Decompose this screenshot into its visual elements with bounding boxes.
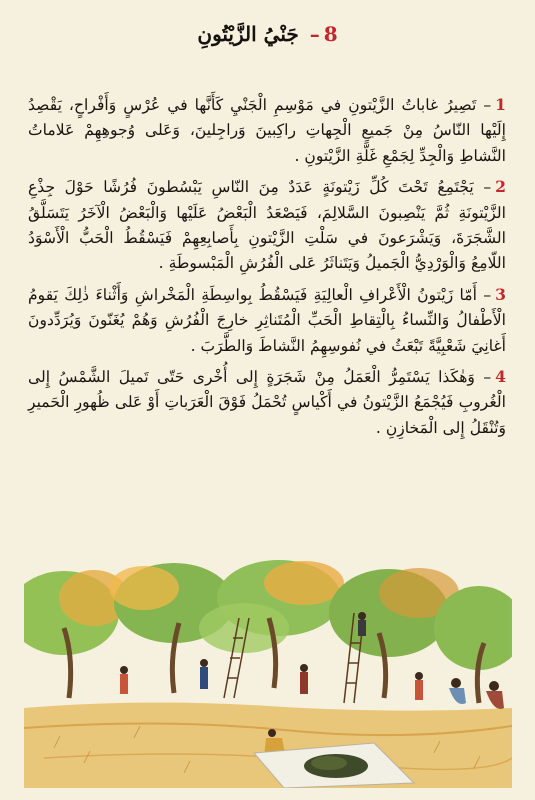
title-dash: – <box>309 22 320 46</box>
paragraph-text: – وَهٰكَذا يَسْتَمِرُّ الْعَمَلُ مِنْ شَجَرَةٍ إِلى أُخْرى حَتّى تَميلَ الشَّمْسُ إِلى الْغُروبِ فَيُجْمَعُ الزَّيْتونُ في أَكْياسٍ تُحْمَلُ فَوْقَ الْعَرَباتِ أَوْ عَلى ظُهورِ الْحَميرِ وَتُنْقَلُ إِلى الْمَخازِنِ . <box>28 368 506 437</box>
paragraph-4 <box>28 364 506 441</box>
olive-harvest-illustration <box>24 558 512 788</box>
lesson-number: 8 <box>323 22 338 46</box>
paragraph-text: – أَمّا زَيْتونُ الْأَعْرافِ الْعالِيَةِ فَيَسْقُطُ بِواسِطَةِ الْمَخْراشِ وَأَثْناءَ ذٰلِكَ يَقومُ الْأَطْفالُ وَالنِّساءُ بِالْتِقاطِ الْحَبِّ الْمُتَناثِرِ خارِجَ الْفُرُشِ وَهُمْ يُغَنّونَ وَيُرَدِّدونَ أَغانِيَ شَعْبِيَّةً تَبْعَثُ في نُفوسِهِمُ النَّشاطَ وَالطَّرَبَ . <box>28 285 506 355</box>
paragraph-2 <box>28 174 506 277</box>
lesson-title-text: جَنْيُ الزَّيْتُونِ <box>197 22 299 46</box>
paragraph-number: 4 <box>495 367 506 387</box>
paragraph-1 <box>28 92 506 169</box>
paragraph-text: – تَصِيرُ غاباتُ الزَّيْتونِ في مَوْسِمِ الْجَنْيِ كَأَنَّها في عُرْسٍ وَأَفْراحٍ، يَقْصِدُ إِلَيْها النّاسُ مِنْ جَميعِ الْجِهاتِ راكِبينَ وَراجِلينَ، وَعَلى وُجوهِهِمْ عَلاماتُ النَّشاطِ وَالْجِدِّ لِجَمْعِ غَلَّةِ الزَّيْتونِ . <box>28 96 506 165</box>
lesson-body <box>28 92 506 446</box>
lesson-title <box>0 22 535 46</box>
paragraph-text: – يَجْتَمِعُ تَحْتَ كُلِّ زَيْتونَةٍ عَدَدٌ مِنَ النّاسِ يَبْسُطونَ فُرُشًا حَوْلَ جِذْعِ الزَّيْتونَةِ ثُمَّ يَنْصِبونَ السَّلالِمَ، فَيَصْعَدُ الْبَعْضُ عَلَيْها وَالْبَعْضُ الْآخَرُ يَتَسَلَّقُ الشَّجَرَةَ، وَيَشْرَعونَ في سَلْتِ الزَّيْتونِ بِأَصابِعِهِمْ فَيَسْقُطُ الْحَبُّ الْأَسْوَدُ اللّامِعُ وَالْوَرْدِيُّ الْجَميلُ وَيَتَناثَرُ عَلى الْفُرُشِ الْمَبْسوطَةِ . <box>28 178 506 273</box>
paragraph-3 <box>28 282 506 359</box>
olive-trees <box>24 560 512 670</box>
paragraph-number: 1 <box>495 95 506 114</box>
paragraph-number: 2 <box>495 177 506 197</box>
paragraph-number: 3 <box>495 284 506 304</box>
